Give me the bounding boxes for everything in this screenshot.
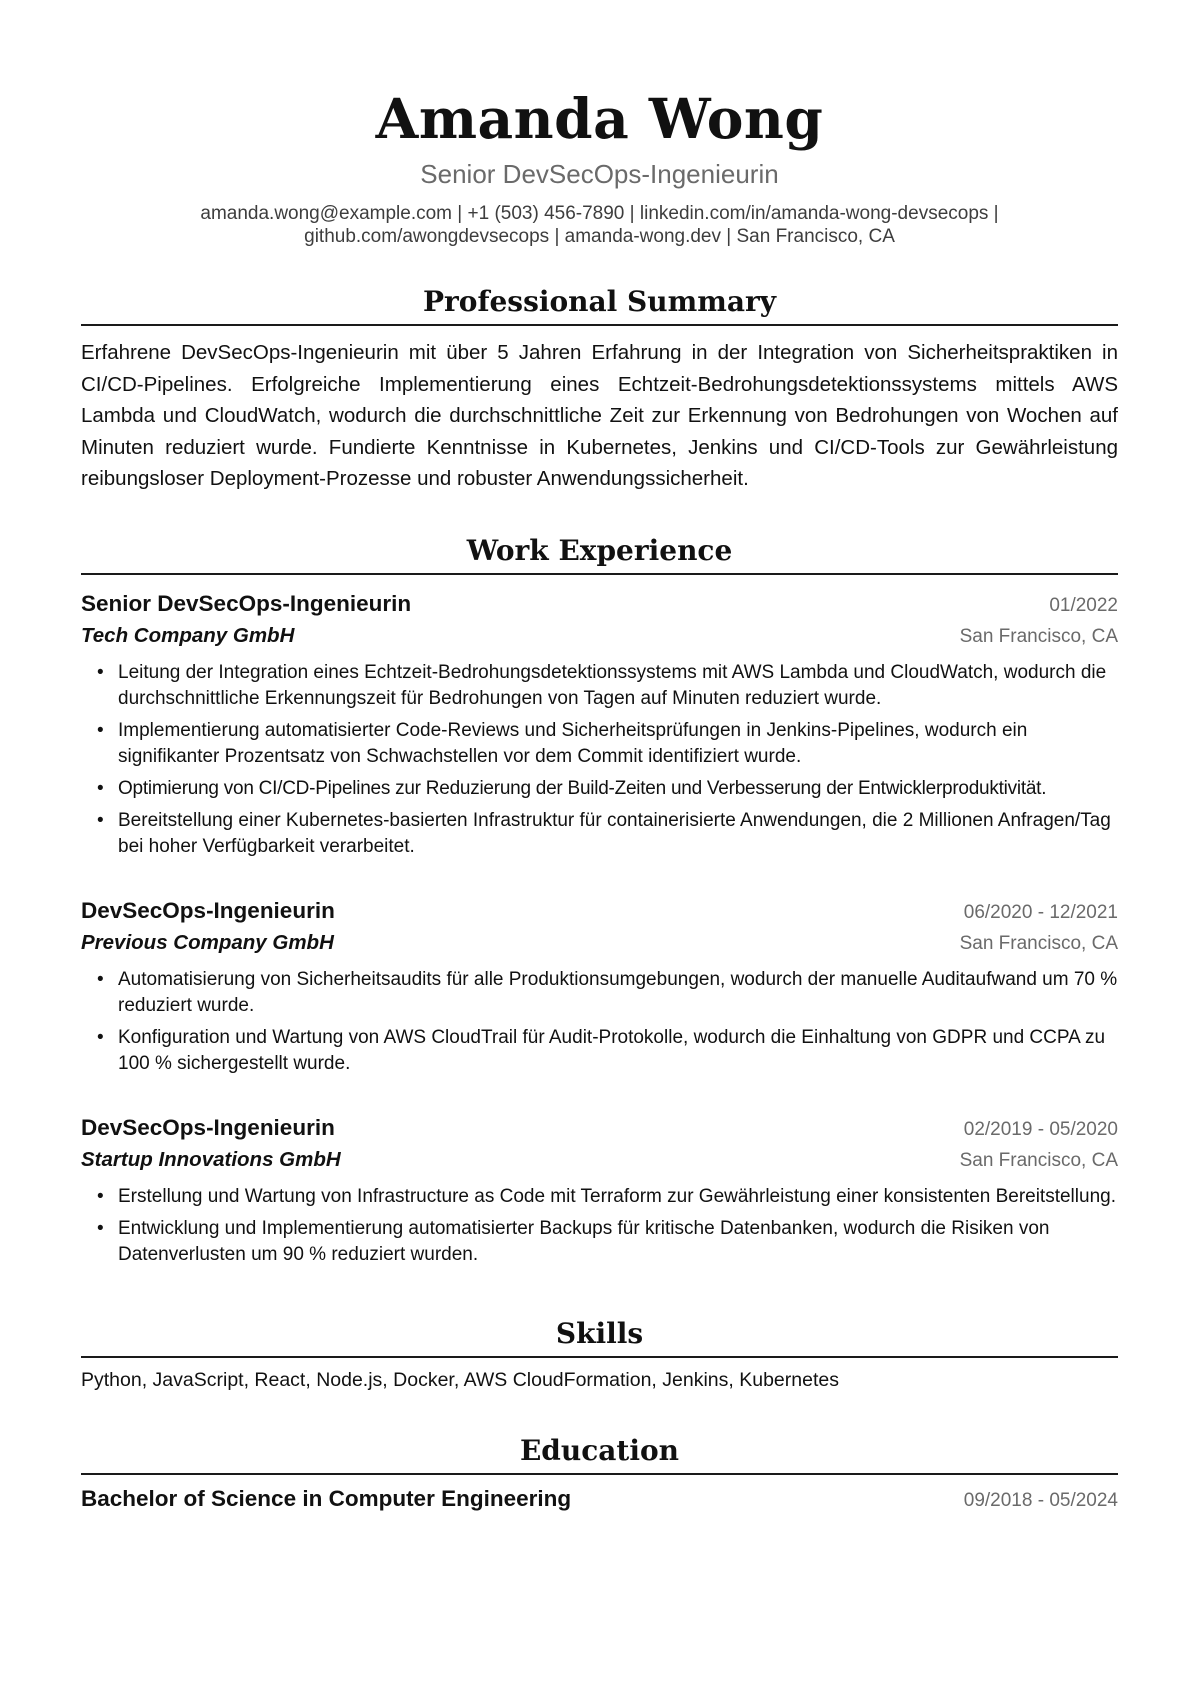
experience-heading: Work Experience [81, 533, 1118, 575]
job-bullet: • Automatisierung von Sicherheitsaudits für alle Produktionsumgebungen, wodurch der manuelle Auditaufwand um 70 % reduziert wurde. [118, 967, 1118, 1019]
experience-section [81, 533, 1118, 1268]
skills-heading: Skills [81, 1316, 1118, 1358]
job-company: Tech Company GmbH [81, 623, 295, 647]
job-title: DevSecOps-Ingenieurin [81, 1114, 335, 1140]
education-entry [81, 1484, 1118, 1516]
resume-page [81, 0, 1118, 1516]
contact-line-1: amanda.wong@example.com | +1 (503) 456-7890 | linkedin.com/in/amanda-wong-devsecops | [200, 203, 999, 224]
job-bullet: • Entwicklung und Implementierung automatisierter Backups für kritische Datenbanken, wodurch die Risiken von Datenverlusten um 90 % reduziert wurden. [118, 1216, 1118, 1268]
job-title: DevSecOps-Ingenieurin [81, 897, 335, 923]
candidate-title: Senior DevSecOps-Ingenieurin [420, 159, 779, 189]
job-date: 06/2020 - 12/2021 [963, 901, 1118, 923]
job-bullets [81, 967, 1118, 1077]
job-bullet: • Bereitstellung einer Kubernetes-basierten Infrastruktur für containerisierte Anwendungen, die 2 Millionen Anfragen/Tag bei hoher Verfügbarkeit verarbeitet. [118, 808, 1118, 860]
education-degree: Bachelor of Science in Computer Engineering [81, 1485, 572, 1511]
job-bullet: • Erstellung und Wartung von Infrastructure as Code mit Terraform zur Gewährleistung einer konsistenten Bereitstellung. [118, 1184, 1118, 1210]
job-subheader-row [81, 621, 1118, 652]
contact-info [81, 202, 1118, 248]
job-subheader-row [81, 1145, 1118, 1176]
job-title: Senior DevSecOps-Ingenieurin [81, 590, 412, 616]
job-bullet: • Implementierung automatisierter Code-Reviews und Sicherheitsprüfungen in Jenkins-Pipelines, wodurch ein signifikanter Prozentsatz von Schwachstellen vor dem Commit identifiziert wurde. [118, 718, 1118, 770]
education-date: 09/2018 - 05/2024 [963, 1489, 1118, 1511]
job-company: Startup Innovations GmbH [81, 1147, 341, 1171]
job-date: 02/2019 - 05/2020 [963, 1118, 1118, 1140]
resume-header [81, 0, 1118, 248]
education-heading: Education [81, 1433, 1118, 1475]
job-header-row [81, 1113, 1118, 1145]
skills-section [81, 1316, 1118, 1393]
job-location: San Francisco, CA [959, 1149, 1118, 1171]
job-bullets [81, 1184, 1118, 1268]
education-section [81, 1433, 1118, 1516]
job-bullet: • Leitung der Integration eines Echtzeit-Bedrohungsdetektionssystems mit AWS Lambda und CloudWatch, wodurch die durchschnittliche Erkennungszeit für Bedrohungen von Tagen auf Minuten reduziert wurde. [118, 660, 1118, 712]
summary-text: Erfahrene DevSecOps-Ingenieurin mit über 5 Jahren Erfahrung in der Integration von Sicherheitspraktiken in CI/CD-Pipelines. Erfolgreiche Implementierung eines Echtzeit-Bedrohungsdetektionssystems mittels AWS Lambda und CloudWatch, wodurch die durchschnittliche Zeit zur Erkennung von Bedrohungen von Wochen auf Minuten reduziert wurde. Fundierte Kenntnisse in Kubernetes, Jenkins und CI/CD-Tools zur Gewährleistung reibungsloser Deployment-Prozesse und robuster Anwendungssicherheit. [81, 341, 1118, 490]
job-bullet: • Konfiguration und Wartung von AWS CloudTrail für Audit-Protokolle, wodurch die Einhaltung von GDPR und CCPA zu 100 % sichergestellt wurde. [118, 1025, 1118, 1077]
job-company: Previous Company GmbH [81, 930, 334, 954]
job-date: 01/2022 [1049, 594, 1118, 616]
job-header-row [81, 589, 1118, 621]
job-bullet: • Optimierung von CI/CD-Pipelines zur Reduzierung der Build-Zeiten und Verbesserung der Entwicklerproduktivität. [118, 776, 1118, 802]
job-subheader-row [81, 928, 1118, 959]
job-entry [81, 1113, 1118, 1268]
job-header-row [81, 896, 1118, 928]
job-entry [81, 896, 1118, 1077]
summary-section [81, 284, 1118, 495]
candidate-name: Amanda Wong [375, 86, 824, 151]
job-bullets [81, 660, 1118, 860]
job-location: San Francisco, CA [959, 625, 1118, 647]
job-entry [81, 589, 1118, 860]
job-location: San Francisco, CA [959, 932, 1118, 954]
contact-line-2: github.com/awongdevsecops | amanda-wong.dev | San Francisco, CA [304, 226, 895, 247]
skills-list: Python, JavaScript, React, Node.js, Docker, AWS CloudFormation, Jenkins, Kubernetes [81, 1368, 839, 1391]
summary-heading: Professional Summary [81, 284, 1118, 326]
